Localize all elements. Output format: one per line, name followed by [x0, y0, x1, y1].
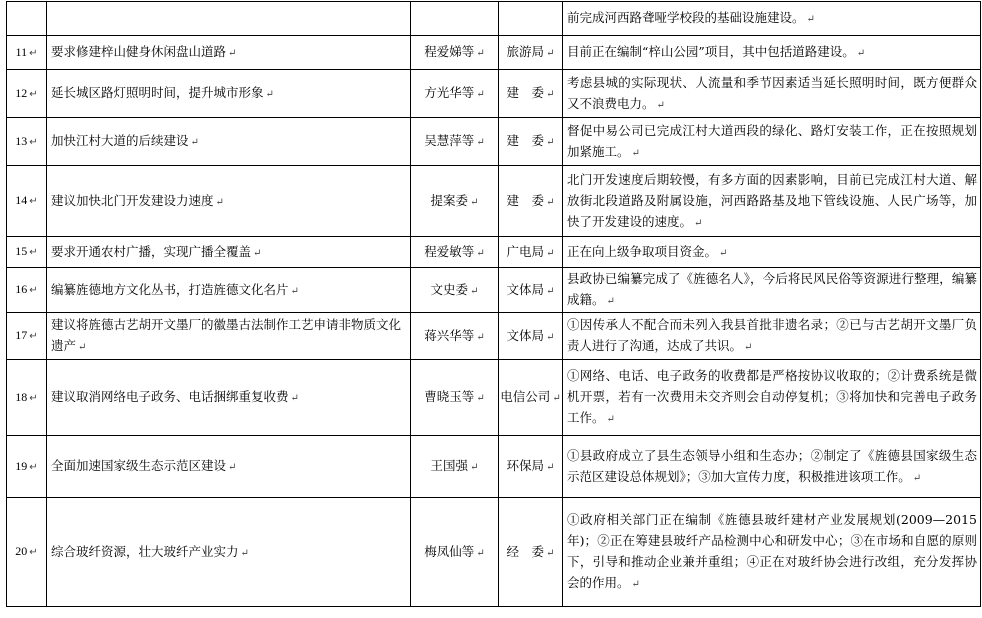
paragraph-mark: ↵	[228, 462, 237, 473]
proposer-name-cell	[411, 498, 499, 607]
reply-text-cell	[563, 268, 981, 313]
responsible-department-cell	[499, 2, 563, 36]
row-number: 11	[15, 44, 28, 59]
paragraph-mark: ↵	[912, 472, 922, 484]
row-number-cell	[7, 268, 47, 313]
paragraph-mark: ↵	[476, 48, 485, 59]
proposal-subject-cell	[47, 166, 411, 237]
proposal-subject-cell	[47, 2, 411, 36]
responsible-department: 建 委	[506, 85, 545, 100]
paragraph-mark: ↵	[719, 247, 728, 259]
table-row	[7, 118, 981, 166]
reply-text-cell	[563, 237, 981, 268]
row-number-cell	[7, 118, 47, 166]
row-number-cell	[7, 436, 47, 498]
proposal-subject: 建议将旌德古艺胡开文墨厂的徽墨古法制作工艺申请非物质文化遗产	[51, 317, 402, 353]
responsible-department-cell	[499, 118, 563, 166]
paragraph-mark: ↵	[290, 393, 299, 404]
responsible-department: 建 委	[506, 192, 545, 208]
proposer-name: 文史委	[430, 281, 469, 297]
proposer-name-cell	[411, 436, 499, 498]
responsible-department-cell	[499, 166, 563, 237]
reply-text: 前完成河西路聋哑学校段的基础设施建设。	[567, 10, 805, 25]
proposer-name-cell	[411, 166, 499, 237]
paragraph-mark: ↵	[253, 247, 262, 259]
paragraph-mark: ↵	[265, 89, 274, 100]
proposal-subject: 建议取消网络电子政务、电话捆绑重复收费	[51, 389, 289, 404]
paragraph-mark: ↵	[546, 48, 555, 59]
reply-text: ①网络、电话、电子政务的收费都是严格按协议收取的；②计费系统是微机开票，若有一次费用未交齐则会自动停复机；③将加快和完善电子政务工作。	[567, 368, 977, 425]
row-number: 14	[15, 193, 28, 207]
reply-text-cell	[563, 2, 981, 36]
reply-text: ①县政府成立了县生态领导小组和生态办；②制定了《旌德县国家级生态示范区建设总体规划》；③加大宣传力度，积极推进该项工作。	[567, 447, 977, 484]
paragraph-mark: ↵	[476, 89, 485, 100]
paragraph-mark: ↵	[476, 393, 485, 404]
proposer-name: 蒋兴华等	[424, 327, 475, 343]
reply-text-cell	[563, 166, 981, 237]
row-number: 17	[15, 328, 28, 342]
responsible-department-cell	[499, 36, 563, 70]
responsible-department: 旅游局	[506, 44, 545, 59]
table-row	[7, 166, 981, 237]
paragraph-mark: ↵	[29, 331, 38, 342]
proposer-name-cell	[411, 313, 499, 360]
paragraph-mark: ↵	[546, 89, 555, 100]
proposer-name: 提案委	[430, 192, 469, 208]
responsible-department: 建 委	[506, 133, 545, 148]
paragraph-mark: ↵	[29, 196, 38, 207]
responsible-department: 广电局	[506, 243, 545, 259]
paragraph-mark: ↵	[29, 47, 38, 59]
paragraph-mark: ↵	[470, 285, 479, 297]
row-number-cell	[7, 313, 47, 360]
table-row	[7, 70, 981, 118]
paragraph-mark: ↵	[546, 331, 555, 343]
row-number: 15	[15, 244, 28, 258]
paragraph-mark: ↵	[656, 99, 665, 111]
paragraph-mark: ↵	[546, 137, 555, 148]
reply-text-cell	[563, 498, 981, 607]
reply-text: 考虑县城的实际现状、人流量和季节因素适当延长照明时间，既方便群众又不浪费电力。	[567, 74, 977, 111]
proposer-name: 程爱敏等	[424, 243, 475, 259]
proposal-subject: 编纂旌德地方文化丛书，打造旌德文化名片	[51, 281, 289, 297]
paragraph-mark: ↵	[29, 461, 38, 473]
table-row	[7, 313, 981, 360]
row-number-cell	[7, 2, 47, 36]
table-row	[7, 498, 981, 607]
paragraph-mark: ↵	[190, 137, 199, 148]
table-row	[7, 2, 981, 36]
proposer-name-cell	[411, 70, 499, 118]
proposal-subject-cell	[47, 237, 411, 268]
responsible-department-cell	[499, 237, 563, 268]
table-row	[7, 36, 981, 70]
paragraph-mark: ↵	[546, 547, 555, 559]
responsible-department-cell	[499, 70, 563, 118]
proposer-name: 吴慧萍等	[424, 133, 475, 148]
paragraph-mark: ↵	[240, 547, 249, 559]
paragraph-mark: ↵	[476, 137, 485, 148]
proposal-subject-cell	[47, 498, 411, 607]
row-number-cell	[7, 36, 47, 70]
paragraph-mark: ↵	[546, 247, 555, 259]
proposal-subject-cell	[47, 36, 411, 70]
row-number: 13	[15, 133, 28, 148]
row-number-cell	[7, 498, 47, 607]
paragraph-mark: ↵	[631, 579, 640, 590]
paragraph-mark: ↵	[476, 247, 485, 259]
proposer-name-cell	[411, 237, 499, 268]
row-number: 18	[15, 389, 28, 404]
paragraph-mark: ↵	[470, 196, 479, 208]
row-number-cell	[7, 70, 47, 118]
paragraph-mark: ↵	[606, 296, 615, 307]
responsible-department: 文体局	[506, 327, 545, 343]
row-number: 20	[15, 544, 28, 558]
proposer-name-cell	[411, 118, 499, 166]
proposal-table	[6, 1, 981, 607]
proposer-name-cell	[411, 36, 499, 70]
row-number-cell	[7, 166, 47, 237]
proposal-subject-cell	[47, 70, 411, 118]
paragraph-mark: ↵	[476, 547, 485, 559]
reply-text: 目前正在编制“梓山公园”项目，其中包括道路建设。	[567, 44, 855, 59]
row-number-cell	[7, 360, 47, 436]
responsible-department: 经 委	[506, 543, 545, 559]
proposer-name-cell	[411, 2, 499, 36]
reply-text: 督促中易公司已完成江村大道西段的绿化、路灯安装工作，正在按照规划加紧施工。	[567, 122, 977, 159]
proposal-subject: 建议加快北门开发建设力速度	[51, 192, 214, 208]
reply-text-cell	[563, 313, 981, 360]
paragraph-mark: ↵	[546, 196, 555, 208]
paragraph-mark: ↵	[744, 342, 753, 353]
proposer-name: 方光华等	[424, 85, 475, 100]
reply-text-cell	[563, 360, 981, 436]
responsible-department-cell	[499, 313, 563, 360]
paragraph-mark: ↵	[806, 14, 815, 25]
paragraph-mark: ↵	[476, 331, 485, 343]
row-number: 16	[15, 282, 28, 296]
table-row	[7, 237, 981, 268]
proposal-table-body	[7, 2, 981, 607]
paragraph-mark: ↵	[546, 285, 555, 297]
paragraph-mark: ↵	[470, 462, 479, 473]
table-row	[7, 268, 981, 313]
responsible-department: 电信公司	[500, 389, 551, 404]
reply-text-cell	[563, 70, 981, 118]
proposer-name-cell	[411, 268, 499, 313]
proposer-name: 王国强	[430, 458, 469, 473]
proposal-subject: 要求修建梓山健身休闲盘山道路	[51, 44, 227, 59]
reply-text-cell	[563, 118, 981, 166]
table-row	[7, 436, 981, 498]
reply-text: 北门开发速度后期较慢，有多方面的因素影响，目前已完成江村大道、解放街北段道路及附属设施，河西路路基及地下管线设施、人民广场等，加快了开发建设的速度。	[567, 171, 977, 229]
proposal-subject: 要求开通农村广播，实现广播全覆盖	[51, 243, 252, 259]
paragraph-mark: ↵	[215, 196, 224, 208]
paragraph-mark: ↵	[29, 392, 38, 404]
proposal-subject-cell	[47, 360, 411, 436]
paragraph-mark: ↵	[606, 414, 615, 425]
paragraph-mark: ↵	[631, 147, 640, 159]
row-number: 19	[15, 458, 28, 473]
paragraph-mark: ↵	[29, 247, 38, 258]
proposer-name: 梅凤仙等	[424, 543, 475, 559]
proposer-name: 程爱娣等	[424, 44, 475, 59]
row-number: 12	[15, 85, 28, 100]
proposal-subject-cell	[47, 313, 411, 360]
reply-text-cell	[563, 36, 981, 70]
reply-text: 正在向上级争取项目资金。	[567, 243, 718, 259]
reply-text-cell	[563, 436, 981, 498]
proposal-subject: 加快江村大道的后续建设	[51, 133, 189, 148]
paragraph-mark: ↵	[29, 547, 38, 558]
paragraph-mark: ↵	[29, 285, 38, 296]
reply-text: 县政协已编纂完成了《旌德名人》，今后将民风民俗等资源进行整理，编纂成籍。	[567, 271, 977, 307]
proposal-subject: 全面加速国家级生态示范区建设	[51, 458, 227, 473]
paragraph-mark: ↵	[552, 393, 561, 404]
paragraph-mark: ↵	[290, 285, 299, 297]
proposer-name-cell	[411, 360, 499, 436]
paragraph-mark: ↵	[546, 462, 555, 473]
reply-text: ①因传承人不配合而未列入我县首批非遗名录；②已与古艺胡开文墨厂负责人进行了沟通，达成了共识。	[567, 317, 977, 353]
responsible-department-cell	[499, 436, 563, 498]
proposer-name: 曹晓玉等	[424, 389, 475, 404]
paragraph-mark: ↵	[29, 88, 38, 100]
paragraph-mark: ↵	[29, 136, 38, 148]
row-number-cell	[7, 237, 47, 268]
responsible-department: 文体局	[506, 281, 545, 297]
paragraph-mark: ↵	[694, 217, 703, 229]
proposal-subject-cell	[47, 436, 411, 498]
responsible-department-cell	[499, 498, 563, 607]
reply-text: ①政府相关部门正在编制《旌德县玻纤建材产业发展规划(2009—2015年)；②正在筹建县玻纤产品检测中心和研发中心；③在市场和自愿的原则下，引导和推动企业兼并重组；④正在对玻纤协会进行改组，充分发挥协会的作用。	[567, 512, 977, 590]
paragraph-mark: ↵	[228, 48, 237, 59]
paragraph-mark: ↵	[78, 342, 87, 353]
table-row	[7, 360, 981, 436]
paragraph-mark: ↵	[856, 48, 866, 59]
responsible-department-cell	[499, 360, 563, 436]
proposal-subject: 延长城区路灯照明时间，提升城市形象	[51, 85, 264, 100]
responsible-department-cell	[499, 268, 563, 313]
proposal-subject-cell	[47, 118, 411, 166]
responsible-department: 环保局	[506, 458, 545, 473]
proposal-subject: 综合玻纤资源，壮大玻纤产业实力	[51, 543, 239, 559]
proposal-subject-cell	[47, 268, 411, 313]
